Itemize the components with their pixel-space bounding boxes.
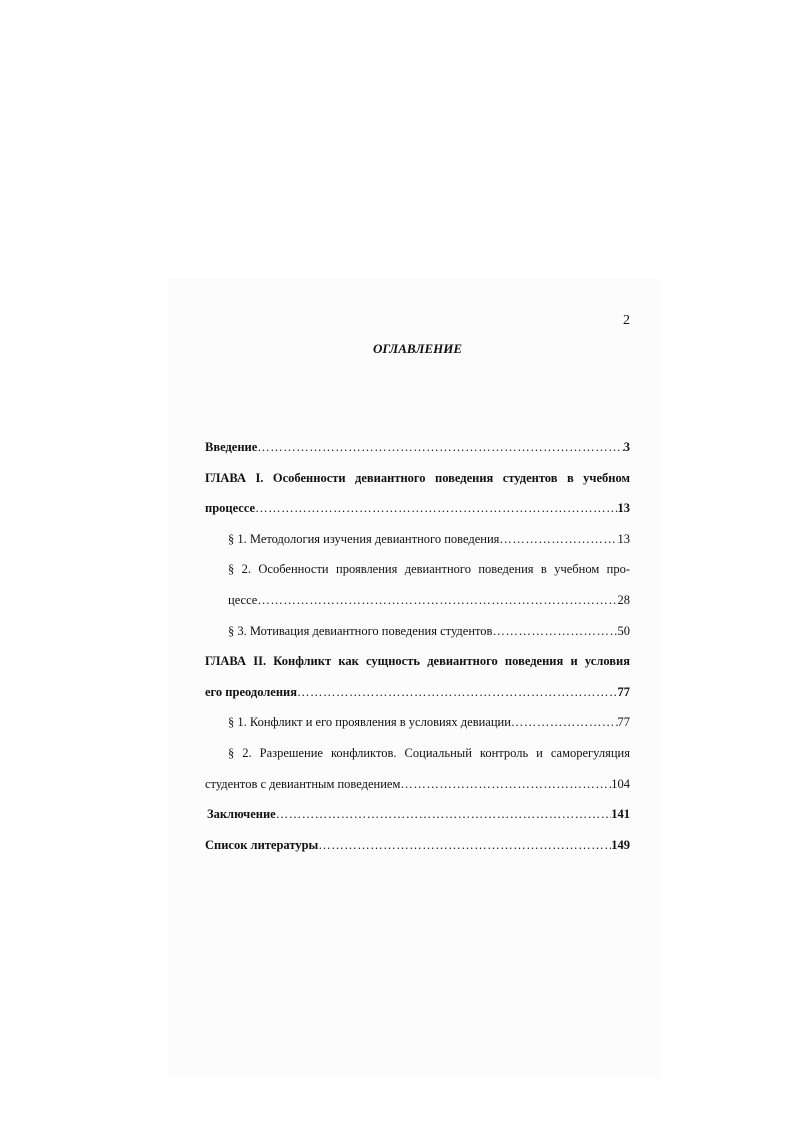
dot-leader <box>257 590 617 610</box>
toc-entry-label: Введение <box>205 440 258 454</box>
toc-entry-label: Список литературы <box>205 837 319 852</box>
toc-entry-page: 104 <box>611 776 630 791</box>
toc-entry-page: 50 <box>617 623 630 638</box>
toc-entry-section-2-2[interactable] <box>205 774 630 805</box>
toc-title: ОГЛАВЛЕНИЕ <box>372 341 463 356</box>
toc-entry-page: 141 <box>611 807 630 822</box>
toc-entry-label: цессе <box>228 592 258 607</box>
toc-entry-page: 149 <box>611 837 630 852</box>
toc-entry-page: 13 <box>617 531 630 546</box>
toc-entry-page: 77 <box>617 684 630 699</box>
toc-entry-label: процессе <box>205 501 256 516</box>
toc-entry-section-1-2[interactable] <box>205 590 630 621</box>
toc-entry-section-2-1[interactable] <box>205 712 630 743</box>
table-of-contents <box>205 437 630 865</box>
toc-entry-section-2-2-line[interactable]: § 2. Разрешение конфликтов. Социальный контроль и саморегуляция <box>228 745 630 760</box>
toc-entry-label: § 3. Мотивация девиантного поведения студентов <box>228 623 493 638</box>
dot-leader <box>400 774 611 794</box>
dot-leader <box>511 712 618 732</box>
toc-entry-page: 77 <box>617 715 630 730</box>
toc-entry-section-1-3[interactable] <box>205 621 630 652</box>
dot-leader <box>492 621 617 641</box>
toc-entry-page: 3 <box>623 440 630 454</box>
toc-entry-page: 28 <box>617 592 630 607</box>
page-number: 2 <box>623 313 630 328</box>
toc-entry-chapter-1[interactable] <box>205 498 630 529</box>
toc-entry-label: Заключение <box>207 807 276 822</box>
toc-entry-chapter-2[interactable] <box>205 682 630 713</box>
dot-leader <box>499 529 617 549</box>
dot-leader <box>257 437 623 457</box>
dot-leader <box>318 835 611 855</box>
dot-leader <box>255 498 617 518</box>
toc-entry-label: § 1. Методология изучения девиантного поведения <box>228 531 500 546</box>
toc-entry-chapter-1-line[interactable]: ГЛАВА I. Особенности девиантного поведения студентов в учебном <box>205 470 630 485</box>
toc-entry-section-1-1[interactable] <box>205 529 630 560</box>
toc-entry-page: 13 <box>617 501 630 516</box>
toc-entry-label: § 1. Конфликт и его проявления в условиях девиации <box>228 715 511 730</box>
toc-entry-conclusion[interactable] <box>205 804 630 835</box>
toc-entry-bibliography[interactable] <box>205 835 630 866</box>
toc-entry-label: студентов с девиантным поведением <box>205 776 401 791</box>
toc-entry-label: его преодоления <box>205 684 298 699</box>
dot-leader <box>297 682 617 702</box>
toc-entry-section-1-2-line[interactable]: § 2. Особенности проявления девиантного поведения в учебном про- <box>228 562 630 577</box>
toc-entry-chapter-2-line[interactable]: ГЛАВА II. Конфликт как сущность девиантного поведения и условия <box>205 654 630 669</box>
toc-entry-introduction[interactable] <box>205 437 630 468</box>
dot-leader <box>276 804 612 824</box>
